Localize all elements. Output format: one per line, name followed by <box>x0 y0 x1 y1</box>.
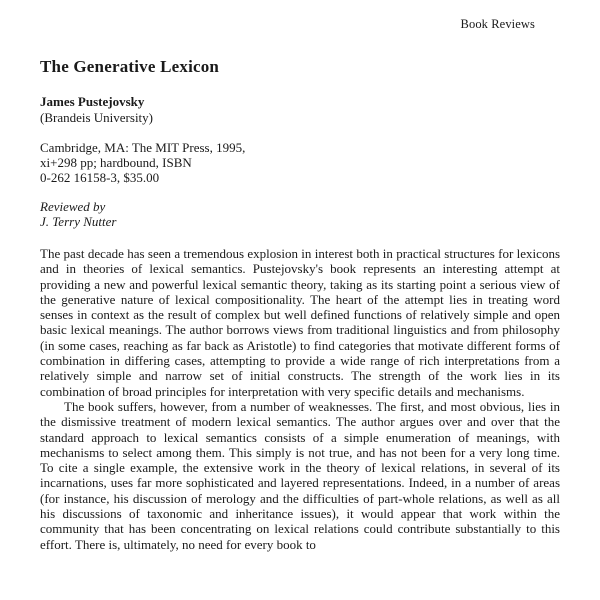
publication-line-3: 0-262 16158-3, $35.00 <box>40 170 160 185</box>
author-block <box>40 94 153 126</box>
reviewer-block <box>40 199 116 229</box>
publication-details <box>40 140 245 185</box>
review-body <box>40 246 560 552</box>
running-head: Book Reviews <box>460 17 535 31</box>
body-paragraph: The book suffers, however, from a number of weaknesses. The first, and most obvious, lies in the dismissive treatment of modern lexical semantics. The author argues over and over that the standard approach to lexical semantics consists of a simple enumeration of meanings, with mechanisms to select among them. This simply is not true, and has not been for a very long time. To cite a single example, the extensive work in the theory of lexical relations, in several of its incarnations, uses far more sophisticated and layered representations. Indeed, in a number of areas (for instance, his discussion of merology and the difficulties of part-whole relations, as well as all his discussions of taxonomic and inheritance issues), it would appear that work within the community that has been concentrating on lexical relations could contribute substantially to this effort. There is, ultimately, no need for every book to <box>40 398 560 552</box>
author-name: James Pustejovsky <box>40 94 145 109</box>
body-paragraph: The past decade has seen a tremendous explosion in interest both in practical structures for lexicons and in theories of lexical semantics. Pustejovsky's book represents an interesting attempt at providing a new and powerful lexical semantic theory, taking as its starting point a serious view of the generative nature of lexical compositionality. The heart of the attempt lies in treating word senses in context as the result of complex but well defined functions of relatively simple and open basic lexical meanings. The author borrows views from traditional linguistics and from philosophy (in some cases, reaching as far back as Aristotle) to find categories that motivate different forms of combination in differing cases, attempting to provide a wide range of rich interpretations from a relatively simple and narrow set of initial constructs. The strength of the work lies in its combination of broad principles for interpretation with very specific details and mechanisms. <box>40 246 560 399</box>
author-affiliation: (Brandeis University) <box>40 110 154 125</box>
reviewed-by-label: Reviewed by <box>40 199 106 214</box>
review-title: The Generative Lexicon <box>40 57 220 76</box>
publication-line-2: xi+298 pp; hardbound, ISBN <box>40 155 192 170</box>
publication-line-1: Cambridge, MA: The MIT Press, 1995, <box>40 140 246 155</box>
reviewer-name: J. Terry Nutter <box>40 214 117 229</box>
